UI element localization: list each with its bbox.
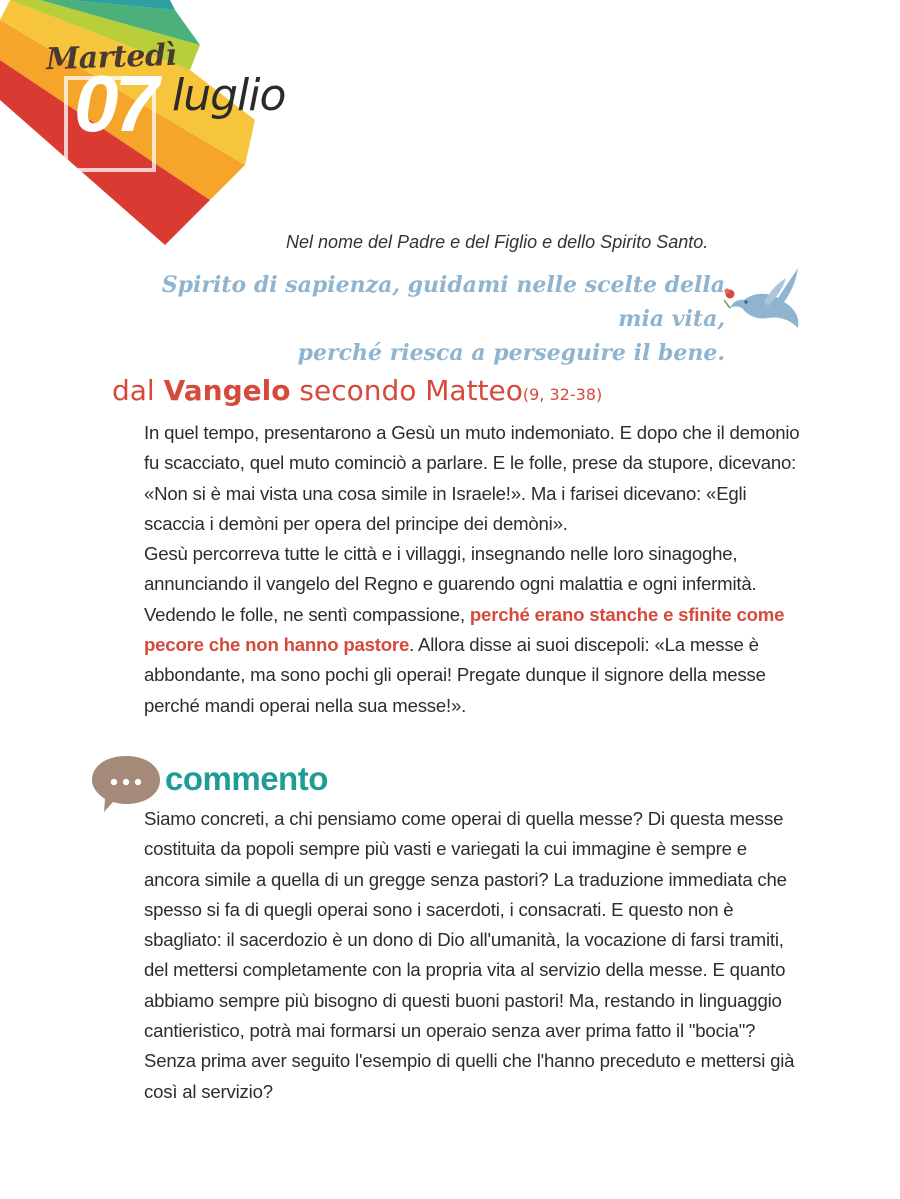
gospel-highlight: perché erano stanche e sfinite come pecore che non hanno pastore: [144, 603, 785, 656]
day-number: 07: [74, 59, 155, 148]
gospel-heading: [112, 374, 602, 407]
dove-with-flower-icon: [724, 262, 804, 334]
gospel-text-part3: . Allora disse ai suoi discepoli: «La messe è abbondante, ma sono pochi gli operai! Pregate dunque il signore della messe perché mandi operai nella sua messe!».: [144, 634, 766, 716]
prayer-text: [150, 268, 725, 370]
gospel-reference: (9, 32-38): [522, 385, 603, 404]
commento-heading: commento: [165, 760, 328, 797]
prayer-invocation: Nel nome del Padre e del Figlio e dello Spirito Santo.: [286, 232, 709, 252]
gospel-text-part2: Gesù percorreva tutte le città e i villaggi, insegnando nelle loro sinagoghe, annunciando il vangelo del Regno e guarendo ogni malattia e ogni infermità. Vedendo le folle, ne sentì compassione,: [144, 543, 757, 625]
commento-text: Siamo concreti, a chi pensiamo come operai di quella messe? Di questa messe costituita da popoli sempre più vasti e variegati la cui immagine è sempre e ancora simile a quella di un gregge senza pastori? La traduzione immediata che spesso si fa di quegli operai sono i sacerdoti, i consacrati. E questo non è sbagliato: il sacerdozio è un dono di Dio all'umanità, la vocazione di farsi tramiti, del mettersi completamente con la propria vita al servizio della messe. E quanto abbiamo sempre più bisogno di questi buoni pastori! Ma, restando in linguaggio cantieristico, potrà mai formarsi un operaio senza aver prima fatto il "bocia"? Senza prima aver seguito l'esempio di quelli che l'hanno preceduto e mettersi già così al servizio?: [144, 808, 795, 1102]
gospel-paragraph-2: [144, 539, 804, 721]
prayer-line-2: perché riesca a perseguire il bene.: [297, 340, 725, 366]
gospel-heading-bold: Vangelo: [163, 374, 291, 407]
gospel-text: [144, 418, 804, 721]
prayer-line-1: Spirito di sapienza, guidami nelle scelte della mia vita,: [161, 272, 725, 332]
gospel-paragraph-1: In quel tempo, presentarono a Gesù un muto indemoniato. E dopo che il demonio fu scacciato, quel muto cominciò a parlare. E le folle, prese da stupore, dicevano: «Non si è mai vista una cosa simile in Israele!». Ma i farisei dicevano: «Egli scaccia i demòni per opera del principe dei demòni».: [144, 422, 800, 534]
day-name: Martedì: [45, 37, 177, 78]
gospel-heading-prefix: dal: [112, 374, 155, 407]
gospel-heading-suffix: secondo Matteo: [299, 374, 523, 407]
month-name: luglio: [172, 70, 286, 121]
